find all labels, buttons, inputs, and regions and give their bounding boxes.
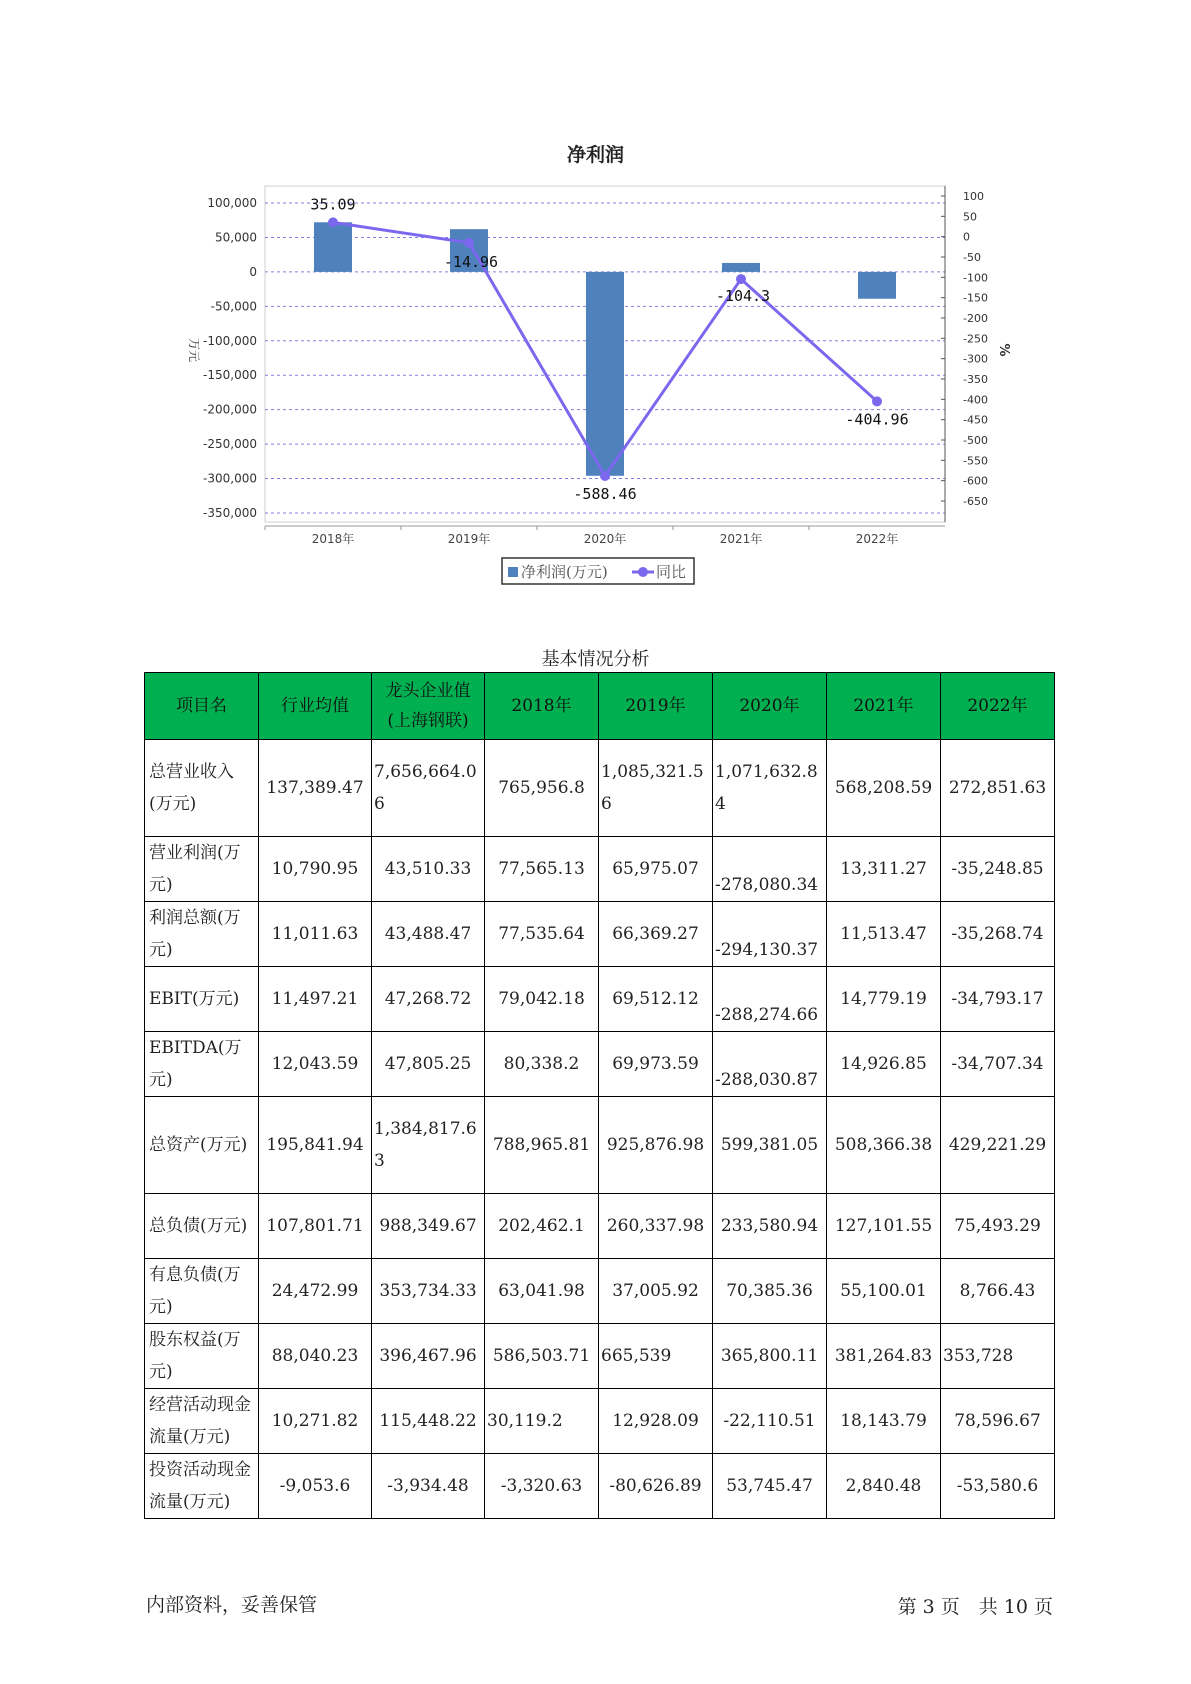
table-cell: 47,805.25 [372,1032,485,1097]
right-tick-label: 50 [963,210,977,224]
row-label: 总营业收入(万元) [145,740,259,837]
table-cell: 365,800.11 [713,1324,827,1389]
table-cell: 665,539 [599,1324,713,1389]
table-cell: 195,841.94 [259,1097,372,1194]
legend-label-bar: 净利润(万元) [521,563,608,581]
table-cell: 63,041.98 [485,1259,599,1324]
footer-page-number: 第 3 页 共 10 页 [897,1596,1053,1618]
x-tick-label: 2020年 [583,532,627,546]
table-cell: 14,926.85 [827,1032,941,1097]
left-tick-label: -350,000 [203,506,257,520]
right-tick-label: -450 [963,413,988,427]
row-label: 利润总额(万元) [145,902,259,967]
table-cell: 65,975.07 [599,837,713,902]
header-industry-avg: 行业均值 [259,673,372,740]
left-tick-label: -100,000 [203,333,257,348]
growth-point [600,471,610,481]
right-tick-label: -150 [963,291,988,305]
bar [722,263,760,272]
table-cell: 586,503.71 [485,1324,599,1389]
row-label: 有息负债(万元) [145,1259,259,1324]
table-row [145,1032,1055,1097]
table-cell: -278,080.34 [713,837,827,902]
table-cell: -22,110.51 [713,1389,827,1454]
table-row [145,1389,1055,1454]
table-row [145,740,1055,837]
row-label: 股东权益(万元) [145,1324,259,1389]
table-cell: 53,745.47 [713,1454,827,1519]
table-cell: 765,956.8 [485,740,599,837]
table-cell: 1,085,321.56 [599,740,713,837]
table-cell: 24,472.99 [259,1259,372,1324]
table-cell: 11,011.63 [259,902,372,967]
table-cell: -34,793.17 [941,967,1055,1032]
right-tick-label: -600 [963,474,988,488]
table-cell: 115,448.22 [372,1389,485,1454]
table-cell: 12,043.59 [259,1032,372,1097]
table-cell: 30,119.2 [485,1389,599,1454]
table-cell: 1,071,632.84 [713,740,827,837]
basic-analysis-table [144,672,1055,1519]
bar [586,272,624,476]
table-cell: 7,656,664.06 [372,740,485,837]
table-cell: 988,349.67 [372,1194,485,1259]
table-row [145,1097,1055,1194]
left-tick-label: 50,000 [215,230,257,245]
table-cell: -34,707.34 [941,1032,1055,1097]
table-cell: 599,381.05 [713,1097,827,1194]
row-label: 总负债(万元) [145,1194,259,1259]
header-leader-value: 龙头企业值(上海钢联) [372,673,485,740]
data-label: 35.09 [310,195,356,214]
table-cell: 10,790.95 [259,837,372,902]
table-cell: 55,100.01 [827,1259,941,1324]
table-row [145,902,1055,967]
x-tick-label: 2021年 [719,532,763,546]
table-cell: 69,512.12 [599,967,713,1032]
table-cell: 272,851.63 [941,740,1055,837]
table-cell: 568,208.59 [827,740,941,837]
table-cell: -3,934.48 [372,1454,485,1519]
left-tick-label: 0 [249,264,257,279]
row-label: 投资活动现金流量(万元) [145,1454,259,1519]
table-cell: 18,143.79 [827,1389,941,1454]
header-2020: 2020年 [713,673,827,740]
growth-point [328,217,338,227]
table-cell: 429,221.29 [941,1097,1055,1194]
table-cell: -288,274.66 [713,967,827,1032]
table-cell: 37,005.92 [599,1259,713,1324]
row-label: 营业利润(万元) [145,837,259,902]
table-cell: 77,535.64 [485,902,599,967]
header-item-name: 项目名 [145,673,259,740]
bar [858,272,896,299]
table-row [145,1454,1055,1519]
table-cell: 47,268.72 [372,967,485,1032]
data-label: -14.96 [443,252,499,271]
table-cell: 13,311.27 [827,837,941,902]
right-tick-label: -350 [963,373,988,386]
table-cell: -80,626.89 [599,1454,713,1519]
table-cell: 8,766.43 [941,1259,1055,1324]
right-tick-label: -50 [963,251,981,264]
right-tick-label: -400 [963,393,988,407]
table-cell: 66,369.27 [599,902,713,967]
row-label: EBIT(万元) [145,967,259,1032]
table-row [145,837,1055,902]
right-tick-label: -200 [963,312,988,325]
table-cell: -53,580.6 [941,1454,1055,1519]
table-cell: 353,728 [941,1324,1055,1389]
growth-point [736,274,746,284]
right-tick-label: -650 [963,495,988,508]
row-label: 经营活动现金流量(万元) [145,1389,259,1454]
table-cell: 75,493.29 [941,1194,1055,1259]
table-cell: -3,320.63 [485,1454,599,1519]
table-cell: 925,876.98 [599,1097,713,1194]
footer-confidential-note: 内部资料，妥善保管 [146,1594,318,1616]
right-tick-label: -550 [963,454,988,468]
table-row [145,1194,1055,1259]
row-label: 总资产(万元) [145,1097,259,1194]
table-cell: 79,042.18 [485,967,599,1032]
table-cell: 353,734.33 [372,1259,485,1324]
header-2021: 2021年 [827,673,941,740]
table-cell: 10,271.82 [259,1389,372,1454]
table-cell: -288,030.87 [713,1032,827,1097]
table-cell: -35,248.85 [941,837,1055,902]
table-caption: 基本情况分析 [541,649,650,670]
legend-swatch-bar [508,567,518,577]
table-cell: 381,264.83 [827,1324,941,1389]
table-cell: -294,130.37 [713,902,827,967]
legend-label-line: 同比 [656,563,687,581]
table-row [145,1259,1055,1324]
table-cell: 137,389.47 [259,740,372,837]
table-header-row [145,673,1055,740]
legend-swatch-point [638,567,648,577]
growth-point [464,238,474,248]
left-tick-label: -250,000 [203,437,257,452]
table-cell: 11,497.21 [259,967,372,1032]
x-tick-label: 2019年 [447,532,491,546]
right-axis-title: % [996,343,1011,357]
table-cell: 77,565.13 [485,837,599,902]
table-cell: 11,513.47 [827,902,941,967]
table-cell: 14,779.19 [827,967,941,1032]
table-cell: 43,488.47 [372,902,485,967]
header-2022: 2022年 [941,673,1055,740]
data-label: -404.96 [845,410,909,429]
x-tick-label: 2018年 [311,532,355,546]
table-cell: 1,384,817.63 [372,1097,485,1194]
table-cell: 508,366.38 [827,1097,941,1194]
chart-title: 净利润 [566,144,624,166]
left-tick-label: -200,000 [203,402,257,417]
table-cell: 69,973.59 [599,1032,713,1097]
net-profit-chart [0,0,1191,600]
right-tick-label: 0 [963,230,970,244]
right-tick-label: -300 [963,352,988,366]
table-cell: 127,101.55 [827,1194,941,1259]
table-cell: 12,928.09 [599,1389,713,1454]
left-tick-label: -300,000 [203,471,257,486]
bar [314,222,352,272]
table-cell: 2,840.48 [827,1454,941,1519]
growth-point [872,396,882,406]
left-tick-label: -50,000 [210,299,257,314]
table-cell: 233,580.94 [713,1194,827,1259]
table-row [145,1324,1055,1389]
header-2018: 2018年 [485,673,599,740]
x-tick-label: 2022年 [855,532,899,546]
right-tick-label: -500 [963,434,988,447]
data-label: -588.46 [573,484,637,503]
row-label: EBITDA(万元) [145,1032,259,1097]
table-cell: 260,337.98 [599,1194,713,1259]
table-cell: -9,053.6 [259,1454,372,1519]
left-axis-title: 万元 [187,337,201,363]
right-tick-label: 100 [963,190,984,203]
table-cell: 70,385.36 [713,1259,827,1324]
table-cell: 88,040.23 [259,1324,372,1389]
right-tick-label: -250 [963,332,988,346]
table-cell: 43,510.33 [372,837,485,902]
table-cell: 788,965.81 [485,1097,599,1194]
table-cell: 80,338.2 [485,1032,599,1097]
left-tick-label: 100,000 [207,196,257,210]
table-cell: 202,462.1 [485,1194,599,1259]
left-tick-label: -150,000 [203,368,257,383]
data-label: -104.3 [715,287,771,306]
table-cell: 107,801.71 [259,1194,372,1259]
right-tick-label: -100 [963,271,988,285]
table-cell: 396,467.96 [372,1324,485,1389]
table-row [145,967,1055,1032]
table-cell: 78,596.67 [941,1389,1055,1454]
table-cell: -35,268.74 [941,902,1055,967]
header-2019: 2019年 [599,673,713,740]
